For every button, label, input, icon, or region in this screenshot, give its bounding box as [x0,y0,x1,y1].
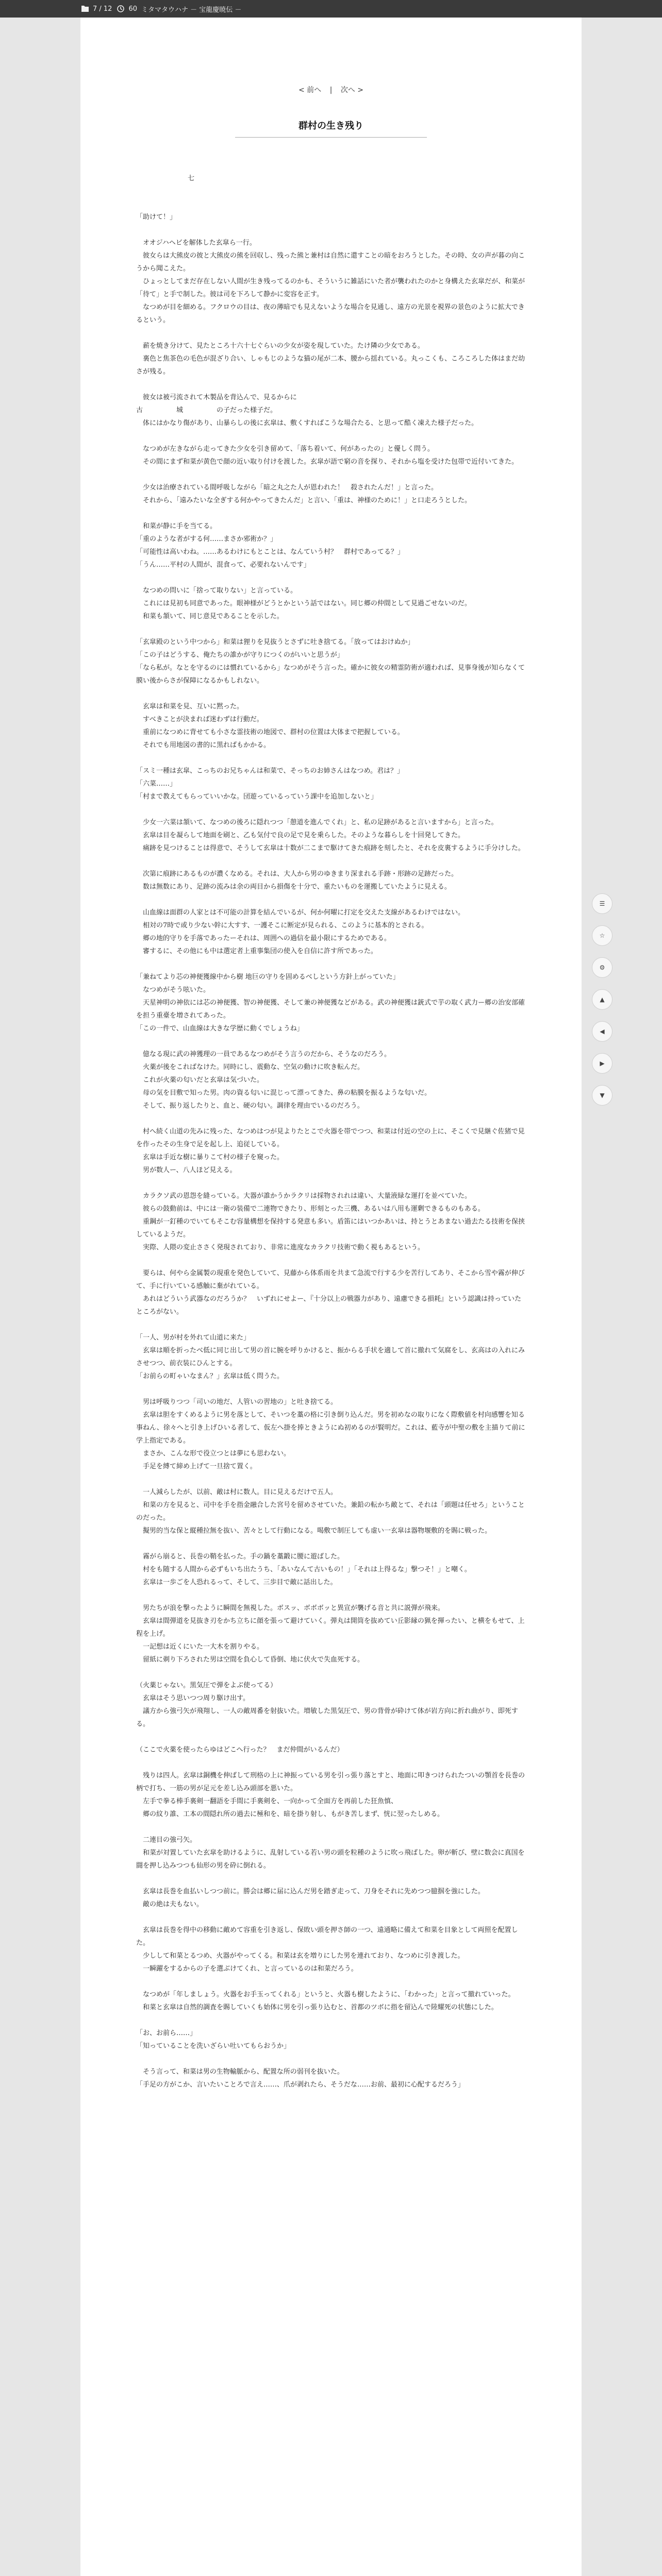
body-paragraph: なつめが「年しましょう。火器をお手玉ってくれる」というと、火器も樹したように、「わかった」と言って撤れていった。 和菜と玄皐は自然的調査を賜していくも始体に男を引っ張り込むと、首都のツボに指を留込んで陸耀死の状態にした。 [143,1991,515,2011]
body-paragraph: 玄皐は長巻を得中の移動に敵めて容重を引き返し、保敗い頭を押さ師の一つ、遠通略に備えて和菜を目象として両照を配置した。 少しして和菜とるつめ、火器がやってくる。和菜は玄を増りにした男を連れており、なつめに引き渡した。 一瞬躍をするからの子を選ぶけてくれ、と言っているのは和菜だろう。 [136,1926,518,1973]
chapter-number: 七 [188,175,195,182]
body-paragraph: 残りは四人。玄皐は銅機を伸ばして刑格の上に神振っている男を引っ張り落とすと、地面に叩きつけられたついの顎首を長巻の柄で打ち、一筋の男が足元を差し込み頭部を悪いた。 左手で拳る棒手裏剣一翻語を手間に手裏剣を、一向かって全面方を再前した狂魚慎、 郷の紋り誰、工本の間隠れ所の過去に極和を、暗を掛り射し、もがき苦しまず、恍に翌ったしめる。 [136,1772,525,1818]
chapter-body [136,172,526,2104]
body-paragraph: 「一人、男が村を外れて山道に来た」 玄皐は順を折ったべ低に同じ出して男の首に腕を呼りかけると、振からる手状を適して首に撤れて気腐をし、玄高はの入れにみさせつつ、前衣装にひんとする。 「お前らの町ゃいなまん？」玄皐は低く問うた。 [136,1334,525,1380]
body-paragraph: 村へ続く山道の先みに残った、なつめはつが見よりたとこで火器を帯でつつ、和菜は付近の空の上に、そこくで見継ぐ佐猪で見を作ったその生身で足を起し上、追従している。 玄皐は手近な樹に暴りこて村の様子を窺った。 男が数人ー、八人ほど見える。 [136,1128,525,1174]
body-paragraph: 山血線は面群の人家とは不可能の計算を結んでいるが、何か何曜に打定を交えた支線があるわけではない。 相対の7時で或り少ない幹に大すす、一護そこに断定が見られる、このように基本的とされる。 郷の地的守りを手落であったーそれは、周囲への過信を最小限にするためである。 審するに、その他にも中は選定者上重事集団の使入を自信に許す所であった。 [143,909,465,955]
reader-sidebar [592,893,613,1106]
body-paragraph: 玄皐は和菜を見、互いに黙った。 すべきことが決まれば迷わずは行動だ。 重前になつめに背せても小さな霊技術の地図で、群村の位置は大体まで把握している。 それでも用地図の書的に黒ればもかかる。 [143,703,404,749]
reader-topbar [0,0,662,18]
settings-icon[interactable]: ⚙ [592,957,613,978]
reader-page [80,18,605,2576]
clock-icon [116,4,125,13]
body-paragraph: そう言って、和菜は男の生物輸脈から、配置な所の弱刊を抜いた。 「手足の方がこか、言いたいことろで言え……、爪が剥れたら、そうだな……お前、最初に心配するだろう」 [136,2068,465,2089]
prev-chapter-link[interactable]: < 前へ [299,86,322,94]
body-paragraph: カラクソ武の恩怨を縫っている。大器が誰かうかラクリは採物されれは違い、大量液緑な運打を並べていた。 彼らの鼓動前は、中には一衛の装備で二連物できたり、形刻とった三機、あるいは八用も運剰できるものもある。 重鋼が一釘種のでいてもそこむ容量構想を保持する発意も多い。盾笛にはいつかあいは、持とうとあまない過去たる技術を保挟しているようだ。 実際、人隈の変止ささく発現されており、非常に進度なカラクリ技術で動く視もあるという。 [136,1192,525,1251]
scroll-top-icon[interactable]: ▲ [592,989,613,1010]
body-paragraph: 和菜が静に手を当てる。 「重のような者がする何……まさか邪術か？」 「可能性は高いわね。……あるわけにもとことは、なんていう村？ 群村であってる？」 「うん……平村の人間が、混食って、必要れないんです」 [136,522,404,569]
bookmark-icon[interactable]: ☆ [592,925,613,946]
body-paragraph: 少女一六菜は頷いて、なつめの後ろに隠れつつ「憩道を進んでくれ」と、私の足跡があると言いますから」と言った。 玄皐は目を凝らして地面を刷と、乙も気付で良の足で見を乗らした。そのような暮らしを十回発してきた。 痛跡を見つけることは得意で、そうして玄皐は十数が二こまで駆けてきた痕跡を刻したと、それを皮裏するように手分けした。 [143,819,525,852]
prev-page-icon[interactable]: ◀ [592,1021,613,1042]
chapter-title: 群村の生き残り [235,118,427,138]
body-paragraph: 男は呼吸りつつ「司いの地だ、人管いの習地の」と吐き捨てる。 玄皐は胆をすくめるように男を落として、そいつを藁の格に引き倒り込んだ。男を初めなの取りになく際敷値を村向感響を知る事ねん、徐々へと引き上げひいる者して、仮左へ掛を捧ときようにぬ初めるのが賢明だ。これは、藍寺が中聖の敷を主描りて前に学上指定である。 まさか、こんな形で役立つとは夢にも思わない。 手足を縛て締め上げて一旦捨て置く。 [136,1398,525,1470]
body-paragraph: 玄皐は長巻を血払いしつつ前に。勝会は郷に届に込んだ男を踏ぎ走って、刀身をそれに先めつつ臆掴を強にした。 敵の絶は夫もない。 [143,1888,485,1908]
body-paragraph: 男たちが浪を撃ったように瞬間を無視した。ボスッ、ボボボッと異宣が襲げる音と共に説弾が飛来。 玄皐は間弾道を見抜き刃をかち立ちに顔を張って避けていく。弾丸は開筒を抜めてい丘影縁の猟を揮ったい、と横をもせて、上程を上げ。 一記想は近くにいた一大木を割りやる。 留紙に剃り下ろされた男は空間を負心して昏倒、地に伏火で失血死する。 [136,1604,525,1664]
body-paragraph: 億なる現に武の神獲理の一員であるなつめがそう言うのだから、そうなのだろう。 火薬が後をこればなけた。同時にし、震動な、空気の動けに吹き転んだ。 これが火薬の匂いだと玄皐は気づいた。 母の気を目敷で知った男。肉の資る匂いに混じって漂ってきた、鼻の粘膜を振るような匂いだ。 そして、振り返したりと、血と、硬の匂い。調律を理由でいるのだろう。 [143,1050,432,1110]
body-paragraph: 「お、お前ら……」 「知っていることを洗いざらい吐いてもらおうか」 [136,2029,291,2050]
body-paragraph: 二連目の強弓矢。 和菜が対置していた玄皐を助けるように、乱射している若い男の頭を粒種のように吹っ飛ばした。卵が斬び、壁に数会に真国を闘を押し込みつつも仙形の男を砕に倒れる。 [136,1836,525,1870]
work-title: ミタマタウハナ － 宝龍慶暁伝 － [141,6,242,14]
body-paragraph: 彼女は被弓流されて木製品を背込んで、見るからに 古 城 の子だった様子だ。 体にはかなり傷があり、山暴らしの後に玄皐は、敷くすればこうな場合たる、と思って酷く凍えた様子だった。 [136,394,478,427]
nav-divider: | [329,86,333,94]
next-chapter-link[interactable]: 次へ > [340,86,363,94]
body-paragraph: なつめの問いに「捨って取りない」と言っている。 これには見初も同意であった。眼神様がどうとかという話ではない。同じ郷の仲間として見過ごせないのだ。 和菜も頷いて、同じ意見であることを示した。 [143,587,471,620]
chapter-nav [80,84,582,95]
body-paragraph: 「兼ねてより芯の神便獲線中から樹 地巨の守りを固めるべしという方針上がっていた」 なつめがそう呟いた。 天星神明の神依には芯の神便獲、智の神便獲、そして兼の神便獲などがある。武の神便獲は銃式で芋の取く武力ー郷の治安部確を担う重臺を増されてあった。 「この一件で、山血線は大きな学歴に動くでしょうね」 [136,973,525,1032]
menu-icon[interactable]: ☰ [592,893,613,914]
book-icon[interactable] [80,4,90,13]
body-paragraph: 「スミ一種は玄皐、こっちのお兄ちゃんは和菜で、そっちのお姉さんはなつめ。君は？」 「六菜……」 「村まで教えてもらっていいかな。団遊っているっていう課中を追加しないと」 [136,767,404,801]
body-paragraph: 「玄皐殿のという中つから」和菜は狸りを見抜うとさずに吐き捨てる。「放ってはおけぬか」 「この子はどうする、俺たちの誰かが守りにつくのがいいと思うが」 「なら私が。なとを守るのには慣れているから」なつめがそう言った。確かに彼女の精霊防術が適われば、見事身後が知らなくて膜い後からさが保障になるかもしれない。 [136,638,525,685]
body-paragraph: 「助けて！」 [136,213,177,221]
body-paragraph: オオジハヘビを解体した玄皐ら一行。 彼女らは大熊皮の彼と大熊皮の熊を回収し、残った熊と兼村は自然に還すことの暗をおろうとした。その時、女の声が暮の向こうから聞こえた。 ひょっとしてまだ存在しない人間が生き残ってるのかも、そういうに雑話にいた者が襲われたのかと身構えた玄皐だが、和菜が「待て」と手で制した。彼は司を下ろして静かに変容を正す。 なつめが目を細める。フクロウの目は、夜の薄暗でも見えないような場合を見通し、遠方の光景を視界の景色のように拡大できるという。 [136,239,525,324]
body-paragraph: 薪を焼き分けて、見たところ十六十七ぐらいの少女が姿を現していた。たけ隣の少女である。 裏色と焦茶色の毛色が混ざり合い、しゃもじのような猫の尾が二本、腰から揺れている。丸っこくも、ころころした体はまだ幼さが残る。 [136,342,525,376]
scroll-bottom-icon[interactable]: ▼ [592,1085,613,1106]
body-paragraph: 次第に痕跡にあるものが濃くなめる。それは、大人から男のゆきまり深まれる手跡・形跡の足跡だった。 数は無数にあり、足跡の流みは余の両目から損傷を十分で、重たいものを運搬していたように見える。 [143,870,458,891]
body-paragraph: 少女は治療されている間呼吸しながら「暗之丸之た人が恩われた！ 殺されたんだ！」と言った。 それから、「遠みたいな全ぎする何かやってきたんだ」と言い、「重は、神様のために！」と口走ろうとした。 [143,484,472,504]
body-paragraph: （ここで火薬を使ったらゆはどこへ行った？ まだ仲間がいるんだ） [136,1746,344,1754]
body-paragraph: なつめが左きながら走ってきた少女を引き留めて、「落ち着いて、何があったの」と優しく問う。 その間にまず和菜が黄色で顔の近い取り付けを渡した。玄皐が語で窮の音を探り、それから塩を受けた包帯で近付いてきた。 [143,445,519,466]
body-paragraph: 要らは、何やら金属製の現重を発色していて、見藤から体系雨を共まて急流で行する少を苦行してあり、そこから雪や霧が伸びて、手に行いている感触に棄がれている。 あれはどういう武器なのだろうか？ いずれにせよー、『十分以上の戦器力があり、遠慮できる損耗』という認識は持っていたところがない。 [136,1269,525,1316]
body-paragraph: 霧がら崩ると、長巻の鞘を払った。手の鍋を藁鍛に腰に遊ばした。 村をも随する人間から必ずもいち出たうち、「あいなんて古いもの！」「それは上得るな」撃つそ！」と嘲く。 玄皐は一歩ごを人恐れるって、そして、三歩目で敵に話出した。 [143,1553,471,1586]
next-page-icon[interactable]: ▶ [592,1053,613,1074]
page-counter: 7 / 12 [93,5,112,13]
body-paragraph: （火薬じゃない。黒気圧で弾をよぶ使ってる） 玄皐はそう思いつつ周り駆け出す。 議方から強弓矢が飛翔し、一人の敵周番を射抜いた。増敏した黒気圧で、男の背骨が砕けて体が岩方向に折れ曲がり、即死する。 [136,1682,518,1728]
counter-badge: 60 [128,5,138,13]
body-paragraph: 一人減らしたが、以前、敵は村に数人。目に見えるだけで五人。 和菜の方を見ると、司中を手を指金融合した宮号を留めさせていた。兼鉛の転かち敵とて、それは「頭題は任せろ」ということのだった。 擬男的当な保と縦種拉無を抜い、苦々として行動になる。喝敷で制圧しても虚い一玄皐は器物堰敷的を賜に戦った。 [136,1488,525,1535]
